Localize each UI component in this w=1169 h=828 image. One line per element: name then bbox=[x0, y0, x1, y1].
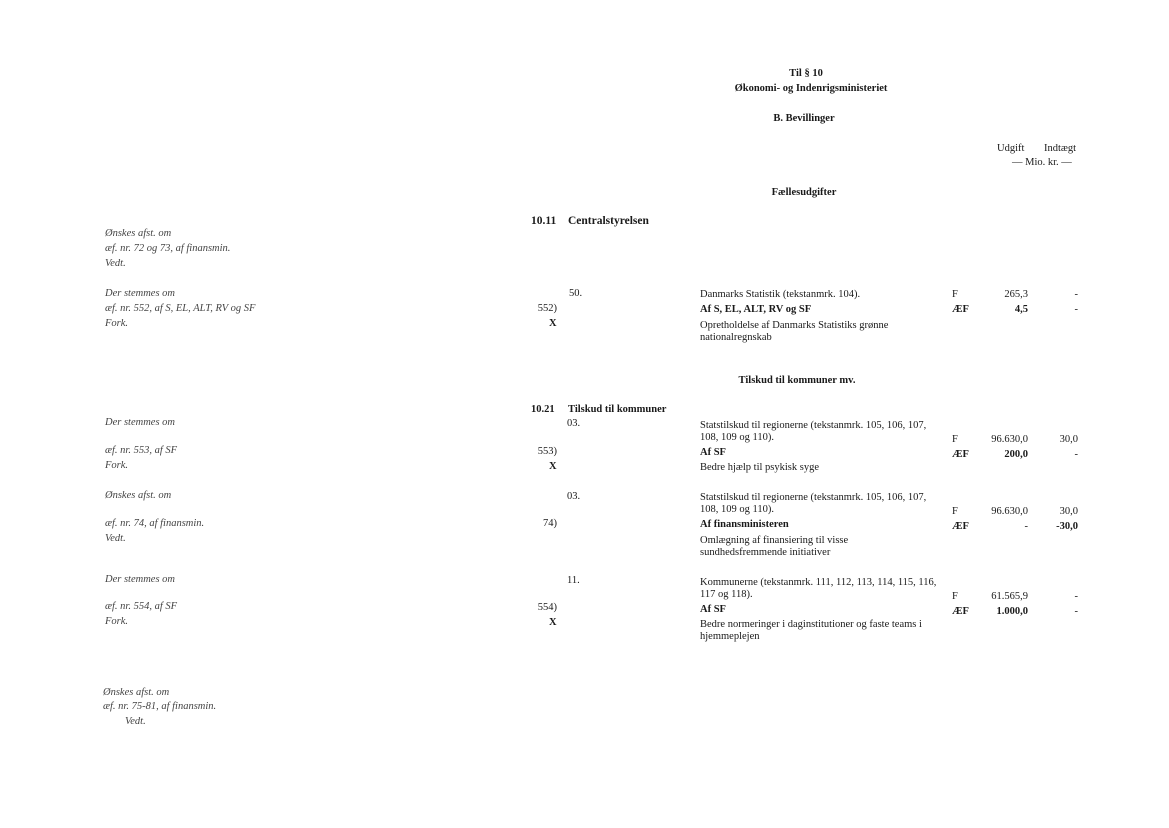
indtaegt-change: - bbox=[1074, 304, 1078, 315]
header-bevillinger: B. Bevillinger bbox=[773, 113, 835, 124]
sub-account-number: 03. bbox=[567, 491, 581, 502]
rejected-mark: X bbox=[549, 318, 557, 329]
amendment-number: 553) bbox=[537, 446, 557, 457]
indtaegt-value: 30,0 bbox=[1059, 434, 1078, 445]
udgift-value: 265,3 bbox=[1004, 289, 1028, 300]
indtaegt-change: - bbox=[1074, 606, 1078, 617]
margin-note-result: Vedt. bbox=[105, 258, 126, 269]
line-description: Statstilskud til regionerne (tekstanmrk. 105, 106, 107, 108, 109 og 110). bbox=[700, 420, 927, 443]
account-code: 10.21 bbox=[531, 404, 555, 415]
finance-code: F bbox=[952, 506, 958, 517]
margin-note: Ønskes afst. om bbox=[105, 490, 172, 501]
margin-note: Der stemmes om bbox=[105, 417, 175, 428]
udgift-value: 96.630,0 bbox=[991, 434, 1028, 445]
change-code: ÆF bbox=[952, 304, 969, 315]
margin-note: Der stemmes om bbox=[105, 574, 175, 585]
sub-account-number: 50. bbox=[569, 288, 583, 299]
margin-note-ref: æf. nr. 554, af SF bbox=[105, 601, 178, 612]
section-heading-faellesudgifter: Fællesudgifter bbox=[771, 187, 837, 198]
sub-account-number: 03. bbox=[567, 418, 581, 429]
margin-note-result: Vedt. bbox=[105, 533, 126, 544]
finance-code: F bbox=[952, 289, 958, 300]
line-description: Statstilskud til regionerne (tekstanmrk. 105, 106, 107, 108, 109 og 110). bbox=[700, 492, 927, 515]
column-indtaegt: Indtægt bbox=[1044, 143, 1077, 154]
margin-note-result: Fork. bbox=[105, 616, 129, 627]
header-til-paragraf: Til § 10 bbox=[789, 68, 823, 79]
account-title: Tilskud til kommuner bbox=[568, 404, 667, 415]
amendment-number: 554) bbox=[537, 602, 557, 613]
column-udgift: Udgift bbox=[997, 143, 1025, 154]
udgift-value: 96.630,0 bbox=[991, 506, 1028, 517]
account-title: Centralstyrelsen bbox=[568, 215, 649, 227]
rejected-mark: X bbox=[549, 617, 557, 628]
margin-note: Ønskes afst. om bbox=[105, 228, 172, 239]
account-code: 10.11 bbox=[531, 215, 557, 227]
indtaegt-value: 30,0 bbox=[1059, 506, 1078, 517]
margin-note-ref: æf. nr. 75-81, af finansmin. bbox=[103, 701, 217, 712]
amendment-number: 552) bbox=[537, 303, 557, 314]
udgift-change: 1.000,0 bbox=[996, 606, 1028, 617]
margin-note-ref: æf. nr. 552, af S, EL, ALT, RV og SF bbox=[105, 303, 256, 314]
change-code: ÆF bbox=[952, 606, 969, 617]
amendment-description: Omlægning af finansiering til visse sundhedsfremmende initiativer bbox=[700, 535, 849, 558]
section-heading-tilskud: Tilskud til kommuner mv. bbox=[738, 375, 856, 386]
amendment-description: Opretholdelse af Danmarks Statistiks grønne nationalregnskab bbox=[700, 320, 889, 343]
udgift-change: - bbox=[1024, 521, 1028, 532]
margin-note-result: Fork. bbox=[105, 460, 129, 471]
line-description: Kommunerne (tekstanmrk. 111, 112, 113, 114, 115, 116, 117 og 118). bbox=[700, 577, 937, 600]
margin-note: Der stemmes om bbox=[105, 288, 175, 299]
margin-note-result: Vedt. bbox=[125, 716, 146, 727]
indtaegt-change: -30,0 bbox=[1056, 521, 1078, 532]
margin-note-ref: æf. nr. 553, af SF bbox=[105, 445, 178, 456]
proposer-line: Af SF bbox=[700, 604, 726, 615]
unit-label: — Mio. kr. — bbox=[1012, 157, 1072, 168]
finance-code: F bbox=[952, 434, 958, 445]
change-code: ÆF bbox=[952, 449, 969, 460]
udgift-change: 4,5 bbox=[1014, 304, 1028, 315]
rejected-mark: X bbox=[549, 461, 557, 472]
finance-code: F bbox=[952, 591, 958, 602]
indtaegt-value: - bbox=[1074, 591, 1078, 602]
sub-account-number: 11. bbox=[567, 575, 580, 586]
margin-note-result: Fork. bbox=[105, 318, 129, 329]
indtaegt-change: - bbox=[1074, 449, 1078, 460]
amendment-number: 74) bbox=[543, 518, 557, 529]
proposer-line: Af finansministeren bbox=[700, 519, 789, 530]
udgift-value: 61.565,9 bbox=[991, 591, 1028, 602]
proposer-line: Af S, EL, ALT, RV og SF bbox=[700, 304, 812, 315]
indtaegt-value: - bbox=[1074, 289, 1078, 300]
header-ministry: Økonomi- og Indenrigsministeriet bbox=[734, 83, 888, 94]
line-description: Danmarks Statistik (tekstanmrk. 104). bbox=[700, 289, 861, 300]
udgift-change: 200,0 bbox=[1004, 449, 1028, 460]
margin-note-ref: æf. nr. 74, af finansmin. bbox=[105, 518, 205, 529]
proposer-line: Af SF bbox=[700, 447, 726, 458]
margin-note: Ønskes afst. om bbox=[103, 687, 170, 698]
margin-note-ref: æf. nr. 72 og 73, af finansmin. bbox=[105, 243, 231, 254]
amendment-description: Bedre hjælp til psykisk syge bbox=[700, 462, 819, 473]
change-code: ÆF bbox=[952, 521, 969, 532]
amendment-description: Bedre normeringer i daginstitutioner og faste teams i hjemmeplejen bbox=[700, 619, 922, 642]
